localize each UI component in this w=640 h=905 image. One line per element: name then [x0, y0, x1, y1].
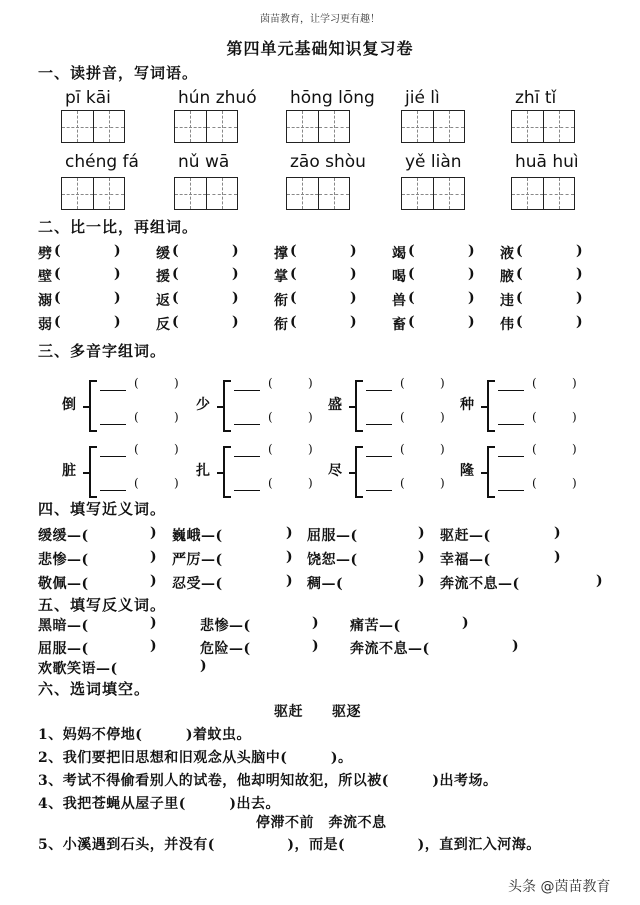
open-paren: (	[516, 243, 523, 259]
header-note: 茵苗教育，让学习更有趣！	[260, 14, 380, 25]
compare-item[interactable]	[38, 290, 121, 310]
brace-icon	[89, 446, 97, 498]
close-paren: )	[350, 314, 357, 330]
word-prompt[interactable]: 悲惨—(	[38, 552, 89, 568]
open-paren: (	[290, 314, 297, 330]
pinyin-label: huā huì	[515, 152, 579, 172]
compare-item[interactable]	[156, 266, 239, 286]
compare-item[interactable]	[274, 243, 357, 263]
open-paren: (	[268, 476, 273, 490]
close-paren: )	[308, 376, 313, 390]
compare-char: 喝	[392, 269, 406, 285]
open-paren: (	[172, 290, 179, 306]
close-paren: )	[308, 476, 313, 490]
open-paren: (	[290, 266, 297, 282]
word-prompt[interactable]: 稠—(	[307, 576, 344, 592]
compare-item[interactable]	[500, 243, 583, 263]
word-prompt[interactable]: 奔流不息—(	[440, 576, 520, 592]
compare-char: 撑	[274, 246, 288, 262]
question-5: 5、小溪遇到石头，并没有( )，而是( )，直到汇入河海。	[38, 837, 541, 853]
compare-char: 弱	[38, 317, 52, 333]
close-paren: )	[232, 243, 239, 259]
writing-box[interactable]	[511, 110, 575, 143]
question-3: 3、考试不得偷看别人的试卷，他却明知故犯，所以被( )出考场。	[38, 773, 498, 789]
close-paren: )	[286, 525, 294, 541]
compare-item[interactable]	[500, 266, 583, 286]
section-5-heading: 五、填写反义词。	[38, 596, 167, 614]
open-paren: (	[532, 376, 537, 390]
pinyin-label: chéng fá	[65, 152, 139, 172]
word-prompt[interactable]: 敬佩—(	[38, 576, 89, 592]
answer-line[interactable]	[100, 456, 126, 457]
close-paren: )	[114, 290, 121, 306]
close-paren: )	[576, 266, 583, 282]
answer-line[interactable]	[234, 424, 260, 425]
word-prompt[interactable]: 欢歌笑语—(	[38, 661, 118, 677]
word-prompt[interactable]: 屈服—(	[307, 528, 358, 544]
brace-icon	[223, 446, 231, 498]
close-paren: )	[312, 615, 320, 631]
close-paren: )	[462, 615, 470, 631]
section-4-heading: 四、填写近义词。	[38, 500, 167, 518]
pinyin-label: zhī tǐ	[515, 88, 557, 108]
open-paren: (	[172, 266, 179, 282]
open-paren: (	[408, 243, 415, 259]
compare-item[interactable]	[274, 266, 357, 286]
open-paren: (	[516, 290, 523, 306]
open-paren: (	[54, 290, 61, 306]
open-paren: (	[54, 266, 61, 282]
section-3-heading: 三、多音字组词。	[38, 342, 167, 360]
close-paren: )	[150, 525, 158, 541]
open-paren: (	[532, 442, 537, 456]
word-prompt[interactable]: 奔流不息—(	[350, 641, 430, 657]
close-paren: )	[418, 573, 426, 589]
open-paren: (	[516, 314, 523, 330]
open-paren: (	[134, 442, 139, 456]
close-paren: )	[468, 266, 475, 282]
question-2: 2、我们要把旧思想和旧观念从头脑中( )。	[38, 750, 353, 766]
writing-box[interactable]	[174, 110, 238, 143]
close-paren: )	[468, 243, 475, 259]
compare-char: 腋	[500, 269, 514, 285]
open-paren: (	[54, 314, 61, 330]
open-paren: (	[134, 476, 139, 490]
word-prompt[interactable]: 幸福—(	[440, 552, 491, 568]
compare-char: 违	[500, 293, 514, 309]
word-prompt[interactable]: 黑暗—(	[38, 618, 89, 634]
section-2-heading: 二、比一比，再组词。	[38, 218, 199, 236]
polyphone-char: 少	[196, 397, 210, 413]
writing-box[interactable]	[401, 110, 465, 143]
answer-line[interactable]	[100, 490, 126, 491]
answer-line[interactable]	[100, 390, 126, 391]
close-paren: )	[150, 638, 158, 654]
close-paren: )	[572, 376, 577, 390]
writing-box[interactable]	[401, 177, 465, 210]
polyphone-char: 尽	[328, 463, 342, 479]
compare-item[interactable]	[392, 314, 475, 334]
close-paren: )	[468, 314, 475, 330]
pinyin-label: yě liàn	[405, 152, 462, 172]
compare-char: 掌	[274, 269, 288, 285]
compare-char: 畜	[392, 317, 406, 333]
brace-icon	[89, 380, 97, 432]
close-paren: )	[576, 290, 583, 306]
close-paren: )	[512, 638, 520, 654]
compare-char: 衔	[274, 293, 288, 309]
open-paren: (	[172, 243, 179, 259]
close-paren: )	[174, 442, 179, 456]
word-prompt[interactable]: 痛苦—(	[350, 618, 401, 634]
close-paren: )	[114, 266, 121, 282]
answer-line[interactable]	[234, 490, 260, 491]
open-paren: (	[172, 314, 179, 330]
close-paren: )	[440, 476, 445, 490]
writing-box[interactable]	[286, 110, 350, 143]
compare-char: 液	[500, 246, 514, 262]
close-paren: )	[114, 314, 121, 330]
open-paren: (	[290, 290, 297, 306]
open-paren: (	[268, 442, 273, 456]
writing-box[interactable]	[511, 177, 575, 210]
compare-item[interactable]	[38, 266, 121, 286]
compare-char: 缓	[156, 246, 170, 262]
close-paren: )	[440, 410, 445, 424]
section-6-heading: 六、选词填空。	[38, 680, 151, 698]
word-prompt[interactable]: 严厉—(	[172, 552, 223, 568]
polyphone-char: 种	[460, 397, 474, 413]
answer-line[interactable]	[498, 424, 524, 425]
open-paren: (	[268, 376, 273, 390]
compare-char: 衔	[274, 317, 288, 333]
close-paren: )	[350, 243, 357, 259]
pinyin-label: pī kāi	[65, 88, 111, 108]
close-paren: )	[308, 442, 313, 456]
close-paren: )	[308, 410, 313, 424]
word-prompt[interactable]: 饶恕—(	[307, 552, 358, 568]
open-paren: (	[290, 243, 297, 259]
pinyin-label: hōng lōng	[290, 88, 375, 108]
compare-item[interactable]	[392, 243, 475, 263]
section-1-heading: 一、读拼音，写词语。	[38, 64, 199, 82]
compare-item[interactable]	[38, 314, 121, 334]
compare-item[interactable]	[274, 314, 357, 334]
compare-item[interactable]	[500, 314, 583, 334]
word-prompt[interactable]: 悲惨—(	[200, 618, 251, 634]
close-paren: )	[150, 615, 158, 631]
close-paren: )	[554, 549, 562, 565]
writing-box[interactable]	[61, 177, 125, 210]
open-paren: (	[400, 376, 405, 390]
open-paren: (	[408, 290, 415, 306]
polyphone-char: 盛	[328, 397, 342, 413]
compare-char: 竭	[392, 246, 406, 262]
answer-line[interactable]	[366, 390, 392, 391]
close-paren: )	[232, 266, 239, 282]
word-choices-2: 停滞不前 奔流不息	[256, 815, 387, 831]
compare-char: 返	[156, 293, 170, 309]
close-paren: )	[200, 658, 208, 674]
polyphone-char: 隆	[460, 463, 474, 479]
compare-char: 反	[156, 317, 170, 333]
brace-icon	[355, 446, 363, 498]
answer-line[interactable]	[234, 456, 260, 457]
open-paren: (	[408, 314, 415, 330]
polyphone-char: 脏	[62, 463, 76, 479]
compare-char: 兽	[392, 293, 406, 309]
compare-char: 劈	[38, 246, 52, 262]
pinyin-label: nǔ wā	[178, 152, 230, 172]
close-paren: )	[312, 638, 320, 654]
answer-line[interactable]	[498, 490, 524, 491]
close-paren: )	[576, 243, 583, 259]
word-prompt[interactable]: 危险—(	[200, 641, 251, 657]
compare-item[interactable]	[38, 243, 121, 263]
polyphone-char: 倒	[62, 397, 76, 413]
close-paren: )	[572, 442, 577, 456]
answer-line[interactable]	[498, 456, 524, 457]
close-paren: )	[418, 525, 426, 541]
close-paren: )	[576, 314, 583, 330]
close-paren: )	[350, 266, 357, 282]
answer-line[interactable]	[366, 424, 392, 425]
close-paren: )	[350, 290, 357, 306]
open-paren: (	[134, 376, 139, 390]
writing-box[interactable]	[286, 177, 350, 210]
close-paren: )	[554, 525, 562, 541]
close-paren: )	[286, 573, 294, 589]
close-paren: )	[468, 290, 475, 306]
compare-item[interactable]	[156, 290, 239, 310]
word-prompt[interactable]: 忍受—(	[172, 576, 223, 592]
answer-line[interactable]	[366, 490, 392, 491]
close-paren: )	[150, 573, 158, 589]
writing-box[interactable]	[174, 177, 238, 210]
brace-icon	[223, 380, 231, 432]
answer-line[interactable]	[498, 390, 524, 391]
close-paren: )	[572, 476, 577, 490]
close-paren: )	[174, 376, 179, 390]
close-paren: )	[440, 442, 445, 456]
word-prompt[interactable]: 巍峨—(	[172, 528, 223, 544]
compare-char: 援	[156, 269, 170, 285]
open-paren: (	[408, 266, 415, 282]
open-paren: (	[54, 243, 61, 259]
compare-char: 溺	[38, 293, 52, 309]
open-paren: (	[400, 442, 405, 456]
close-paren: )	[596, 573, 604, 589]
compare-char: 伟	[500, 317, 514, 333]
answer-line[interactable]	[234, 390, 260, 391]
compare-item[interactable]	[156, 314, 239, 334]
pinyin-label: jié lì	[405, 88, 440, 108]
close-paren: )	[174, 410, 179, 424]
question-4: 4、我把苍蝇从屋子里( )出去。	[38, 796, 280, 812]
close-paren: )	[114, 243, 121, 259]
compare-item[interactable]	[274, 290, 357, 310]
answer-line[interactable]	[100, 424, 126, 425]
word-choices-1: 驱赶 驱逐	[274, 704, 361, 720]
close-paren: )	[440, 376, 445, 390]
pinyin-label: zāo shòu	[290, 152, 366, 172]
close-paren: )	[150, 549, 158, 565]
brace-icon	[487, 380, 495, 432]
word-prompt[interactable]: 屈服—(	[38, 641, 89, 657]
open-paren: (	[516, 266, 523, 282]
close-paren: )	[418, 549, 426, 565]
compare-char: 壁	[38, 269, 52, 285]
open-paren: (	[268, 410, 273, 424]
polyphone-char: 扎	[196, 463, 210, 479]
close-paren: )	[232, 314, 239, 330]
open-paren: (	[532, 410, 537, 424]
page-title: 第四单元基础知识复习卷	[226, 39, 414, 58]
answer-line[interactable]	[366, 456, 392, 457]
brace-icon	[487, 446, 495, 498]
close-paren: )	[572, 410, 577, 424]
open-paren: (	[134, 410, 139, 424]
compare-item[interactable]	[500, 290, 583, 310]
brace-icon	[355, 380, 363, 432]
word-prompt[interactable]: 驱赶—(	[440, 528, 491, 544]
open-paren: (	[400, 476, 405, 490]
close-paren: )	[232, 290, 239, 306]
compare-item[interactable]	[392, 266, 475, 286]
pinyin-label: hún zhuó	[178, 88, 257, 108]
compare-item[interactable]	[156, 243, 239, 263]
compare-item[interactable]	[392, 290, 475, 310]
open-paren: (	[532, 476, 537, 490]
close-paren: )	[174, 476, 179, 490]
watermark: 头条 @茵苗教育	[508, 879, 611, 895]
open-paren: (	[400, 410, 405, 424]
close-paren: )	[286, 549, 294, 565]
word-prompt[interactable]: 缓缓—(	[38, 528, 89, 544]
writing-box[interactable]	[61, 110, 125, 143]
question-1: 1、妈妈不停地( )着蚊虫。	[38, 727, 251, 743]
